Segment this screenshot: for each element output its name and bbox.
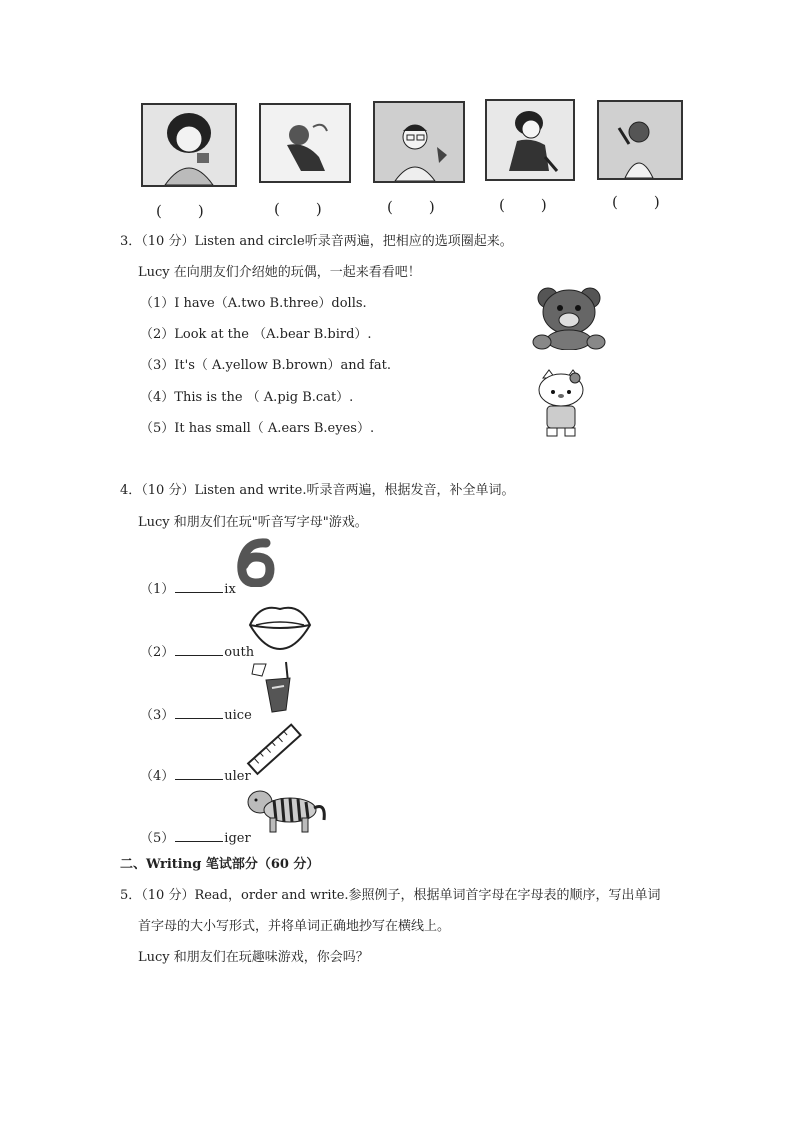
answer-paren-2[interactable]: ( ): [274, 200, 324, 218]
hello-kitty-illustration: [533, 368, 589, 438]
picture-boy-2: [485, 99, 575, 181]
q3-item-4: （4）This is the （ A.pig B.cat）.: [140, 390, 354, 405]
q4-item-4-num: （4）: [140, 769, 175, 784]
juice-illustration: [248, 660, 300, 714]
answer-paren-5[interactable]: ( ): [612, 193, 662, 211]
boy-bending-illustration: [487, 101, 573, 179]
q4-item-5-suffix: iger: [224, 831, 251, 846]
sleeping-girl-illustration: [261, 105, 349, 181]
q4-item-3-suffix: uice: [224, 708, 252, 723]
picture-girl-1: [141, 103, 237, 187]
picture-boy-1: [373, 101, 465, 183]
q4-item-3: [140, 704, 252, 723]
q3-item-1: （1）I have（A.two B.three）dolls.: [140, 296, 367, 311]
q4-blank-1[interactable]: [175, 581, 223, 593]
answer-paren-4[interactable]: ( ): [499, 196, 549, 214]
picture-girl-2: [259, 103, 351, 183]
q5-title-cont: 首字母的大小写形式，并将单词正确地抄写在横线上。: [138, 919, 451, 934]
boy-waving-illustration: [599, 102, 681, 178]
q4-intro: Lucy 和朋友们在玩"听音写字母"游戏。: [138, 515, 368, 530]
q3-item-2: （2）Look at the （A.bear B.bird）.: [140, 327, 372, 342]
q4-item-2: [140, 641, 254, 660]
q3-intro: Lucy 在向朋友们介绍她的玩偶，一起来看看吧！: [138, 265, 421, 280]
number-six-illustration: [234, 537, 276, 587]
q3-item-5: （5）It has small（ A.ears B.eyes）.: [140, 421, 375, 436]
girl-illustration: [143, 105, 235, 185]
picture-boy-3: [597, 100, 683, 180]
q4-item-4-suffix: uler: [224, 769, 251, 784]
q3-title: 3．（10 分）Listen and circle听录音两遍，把相应的选项圈起来。: [120, 234, 513, 249]
q4-item-1-num: （1）: [140, 582, 175, 597]
q4-item-1: [140, 578, 236, 597]
q4-blank-3[interactable]: [175, 707, 223, 719]
q4-blank-5[interactable]: [175, 830, 223, 842]
q5-title: 5．（10 分）Read，order and write.参照例子，根据单词首字母在字母表的顺序，写出单词: [120, 888, 661, 903]
q4-item-2-suffix: outh: [224, 645, 255, 660]
ruler-illustration: [244, 722, 306, 778]
q4-item-3-num: （3）: [140, 708, 175, 723]
answer-paren-3[interactable]: ( ): [387, 198, 437, 216]
q4-item-2-num: （2）: [140, 645, 175, 660]
q4-title: 4．（10 分）Listen and write.听录音两遍，根据发音，补全单词。: [120, 483, 515, 498]
q4-blank-4[interactable]: [175, 768, 223, 780]
section-2-heading: 二、Writing 笔试部分（60 分）: [120, 857, 320, 872]
teddy-bear-illustration: [528, 284, 610, 350]
tiger-illustration: [244, 784, 328, 836]
q3-item-3: （3）It's（ A.yellow B.brown）and fat.: [140, 358, 392, 373]
boy-glasses-illustration: [375, 103, 463, 181]
q4-item-5-num: （5）: [140, 831, 175, 846]
q5-intro: Lucy 和朋友们在玩趣味游戏，你会吗？: [138, 950, 369, 965]
mouth-illustration: [246, 597, 314, 653]
q4-item-4: [140, 765, 251, 784]
q4-blank-2[interactable]: [175, 644, 223, 656]
q4-item-5: [140, 827, 251, 846]
q4-item-1-suffix: ix: [224, 582, 236, 597]
answer-paren-1[interactable]: ( ): [156, 202, 206, 220]
